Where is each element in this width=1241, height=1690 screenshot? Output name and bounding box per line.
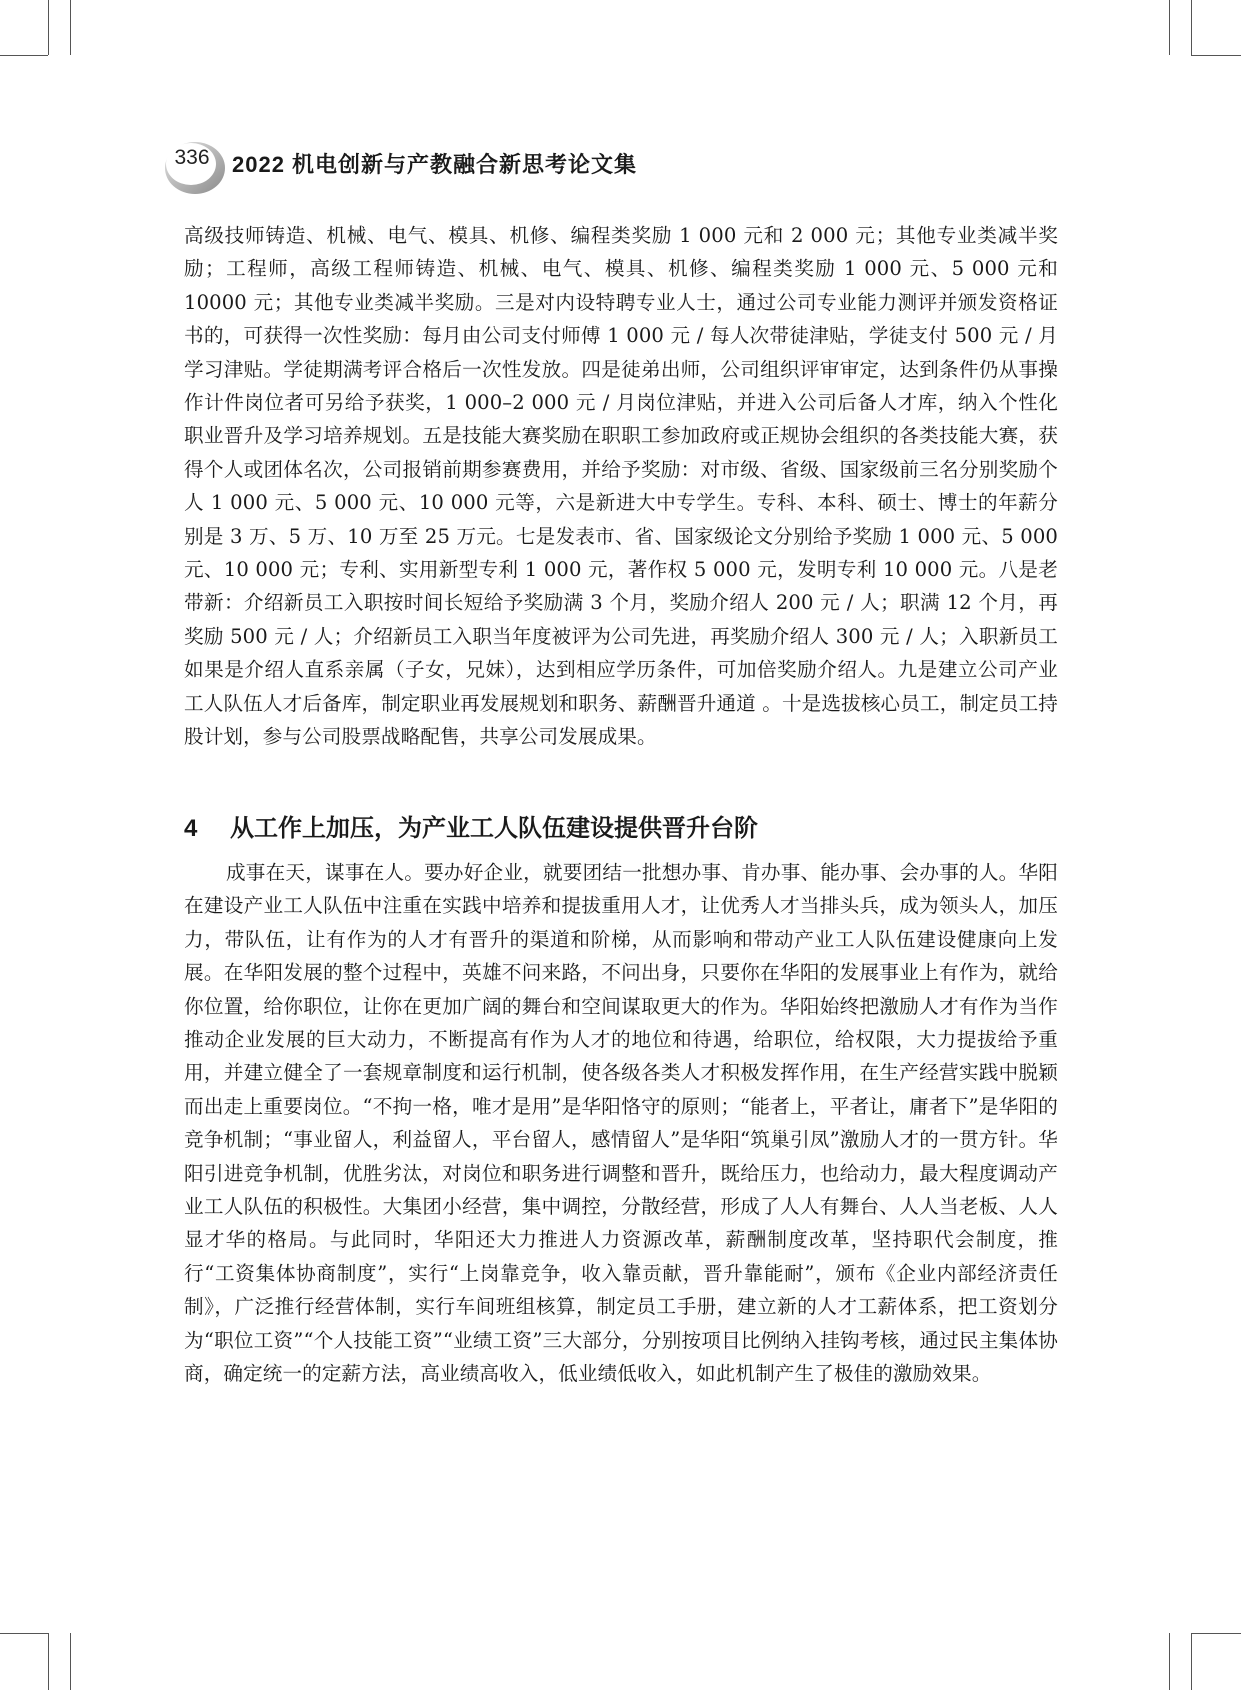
crop-mark	[0, 1633, 48, 1634]
section-title: 从工作上加压，为产业工人队伍建设提供晋升台阶	[230, 815, 758, 842]
running-title: 2022 机电创新与产教融合新思考论文集	[232, 152, 638, 177]
crop-mark	[1169, 0, 1170, 55]
crop-mark	[70, 0, 71, 55]
running-header	[160, 138, 1060, 198]
body-paragraph: 成事在天，谋事在人。要办好企业，就要团结一批想办事、肯办事、能办事、会办事的人。华阳在建设产业工人队伍中注重在实践中培养和提拔重用人才，让优秀人才当排头兵，成为领头人，加压力，带队伍，让有作为的人才有晋升的渠道和阶梯，从而影响和带动产业工人队伍建设健康向上发展。在华阳发展的整个过程中，英雄不问来路，不问出身，只要你在华阳的发展事业上有作为，就给你位置，给你职位，让你在更加广阔的舞台和空间谋取更大的作为。华阳始终把激励人才有作为当作推动企业发展的巨大动力，不断提高有作为人才的地位和待遇，给职位，给权限，大力提拔给予重用，并建立健全了一套规章制度和运行机制，使各级各类人才积极发挥作用，在生产经营实践中脱颖而出走上重要岗位。“不拘一格，唯才是用”是华阳恪守的原则；“能者上，平者让，庸者下”是华阳的竞争机制；“事业留人，利益留人，平台留人，感情留人”是华阳“筑巢引凤”激励人才的一贯方针。华阳引进竞争机制，优胜劣汰，对岗位和职务进行调整和晋升，既给压力，也给动力，最大程度调动产业工人队伍的积极性。大集团小经营，集中调控，分散经营，形成了人人有舞台、人人当老板、人人显才华的格局。与此同时，华阳还大力推进人力资源改革，薪酬制度改革，坚持职代会制度，推行“工资集体协商制度”，实行“上岗靠竞争，收入靠贡献，晋升靠能耐”，颁布《企业内部经济责任制》，广泛推行经营体制，实行车间班组核算，制定员工手册，建立新的人才工薪体系，把工资划分为“职位工资”“个人技能工资”“业绩工资”三大部分，分别按项目比例纳入挂钩考核，通过民主集体协商，确定统一的定薪方法，高业绩高收入，低业绩低收入，如此机制产生了极佳的激励效果。	[184, 861, 1058, 1386]
crop-mark	[1191, 1633, 1241, 1634]
crop-mark	[48, 0, 49, 55]
crop-mark	[1191, 55, 1241, 56]
page-number: 336	[174, 146, 210, 169]
crop-mark	[70, 1633, 71, 1690]
section-number: 4	[184, 815, 198, 842]
section-heading	[184, 808, 1058, 843]
crop-mark	[48, 1633, 49, 1690]
page-number-badge	[160, 138, 226, 196]
body-paragraph: 高级技师铸造、机械、电气、模具、机修、编程类奖励 1 000 元和 2 000 元；其他专业类减半奖励；工程师，高级工程师铸造、机械、电气、模具、机修、编程类奖励 1 000 元、5 000 元和 10000 元；其他专业类减半奖励。三是对内设特聘专业人士，通过公司专业能力测评并颁发资格证书的，可获得一次性奖励：每月由公司支付师傅 1 000 元 / 每人次带徒津贴，学徒支付 500 元 / 月学习津贴。学徒期满考评合格后一次性发放。四是徒弟出师，公司组织评审审定，达到条件仍从事操作计件岗位者可另给予获奖，1 000–2 000 元 / 月岗位津贴，并进入公司后备人才库，纳入个性化职业晋升及学习培养规划。五是技能大赛奖励在职职工参加政府或正规协会组织的各类技能大赛，获得个人或团体名次，公司报销前期参赛费用，并给予奖励：对市级、省级、国家级前三名分别奖励个人 1 000 元、5 000 元、10 000 元等，六是新进大中专学生。专科、本科、硕士、博士的年薪分别是 3 万、5 万、10 万至 25 万元。七是发表市、省、国家级论文分别给予奖励 1 000 元、5 000 元、10 000 元；专利、实用新型专利 1 000 元，著作权 5 000 元，发明专利 10 000 元。八是老带新：介绍新员工入职按时间长短给予奖励满 3 个月，奖励介绍人 200 元 / 人；职满 12 个月，再奖励 500 元 / 人；介绍新员工入职当年度被评为公司先进，再奖励介绍人 300 元 / 人；入职新员工如果是介绍人直系亲属（子女，兄妹），达到相应学历条件，可加倍奖励介绍人。九是建立公司产业工人队伍人才后备库，制定职业再发展规划和职务、薪酬晋升通道 。十是选拔核心员工，制定员工持股计划，参与公司股票战略配售，共享公司发展成果。	[184, 224, 1058, 749]
crop-mark	[1191, 0, 1192, 55]
crop-mark	[1169, 1633, 1170, 1690]
crop-mark	[0, 55, 48, 56]
crop-mark	[1191, 1633, 1192, 1690]
